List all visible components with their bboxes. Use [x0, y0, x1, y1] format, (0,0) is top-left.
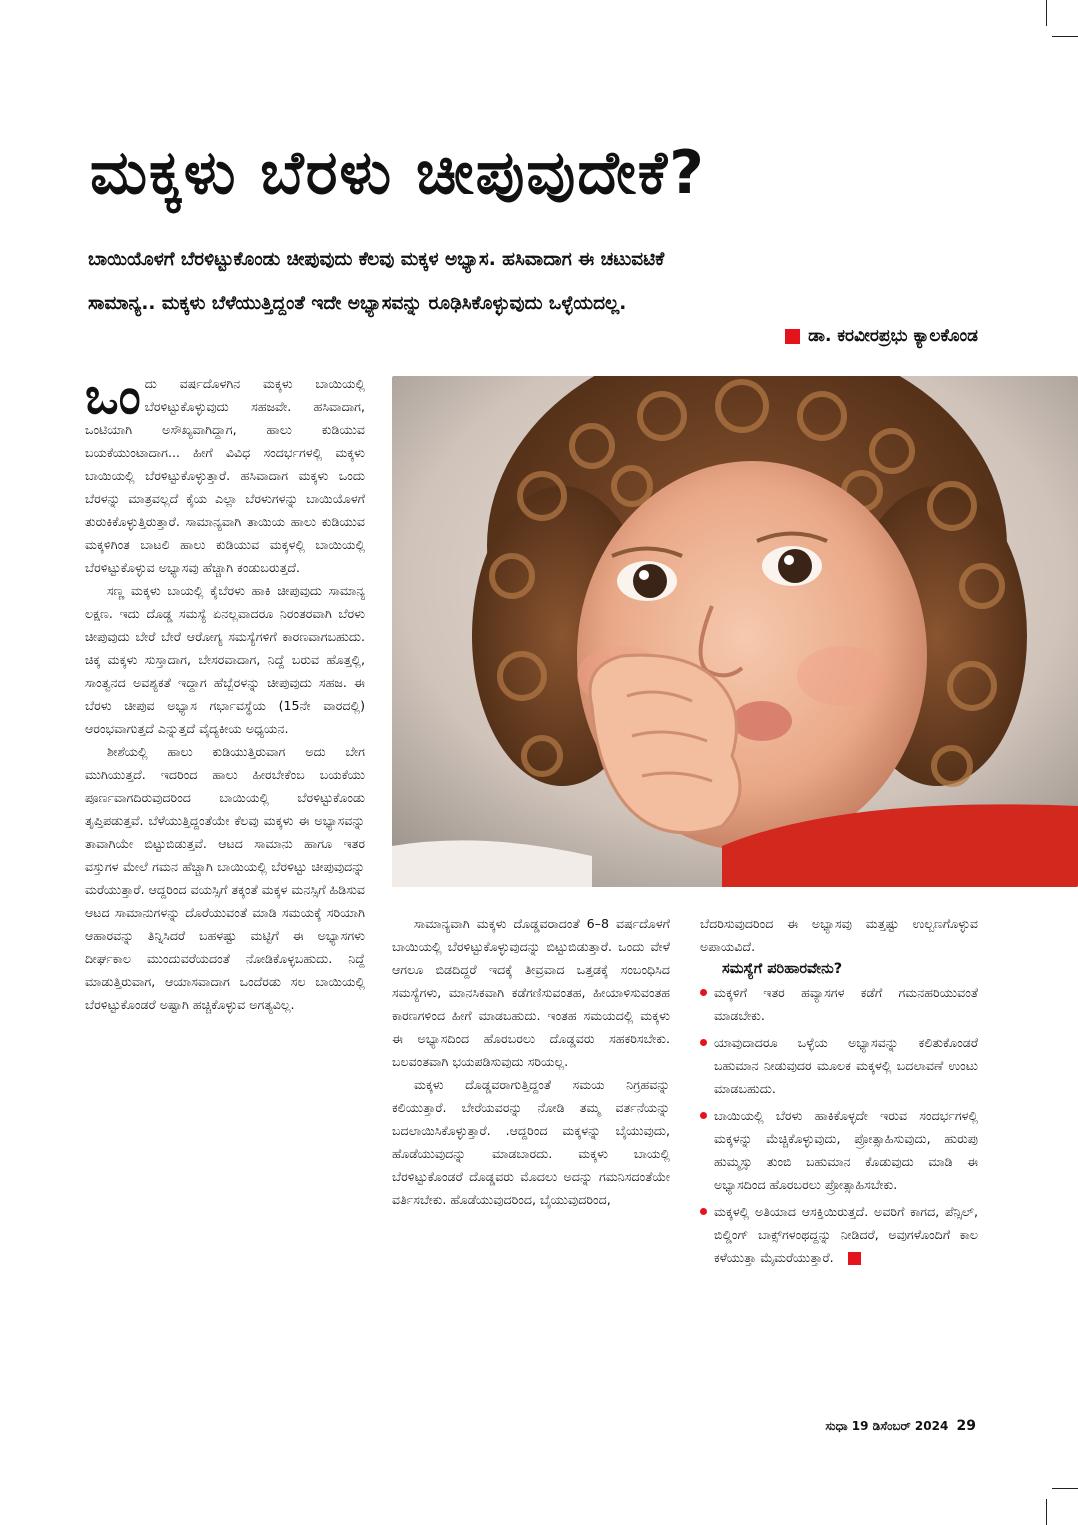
column-2	[392, 912, 670, 1398]
paragraph: ಶೀಶೆಯಲ್ಲಿ ಹಾಲು ಕುಡಿಯುತ್ತಿರುವಾಗ ಅದು ಬೇಗ ಮುಗಿಯುತ್ತದೆ. ಇದರಿಂದ ಹಾಲು ಹೀರಬೇಕೆಂಬ ಬಯಕೆಯು ಪೂರ್ಣವಾಗದಿರುವುದರಿಂದ ಬಾಯಿಯಲ್ಲಿ ಬೆರಳಿಟ್ಟುಕೊಂಡು ತೃಪ್ತಿಪಡುತ್ತವೆ. ಬೆಳೆಯುತ್ತಿದ್ದಂತೆಯೇ ಕೆಲವು ಮಕ್ಕಳು ಈ ಅಭ್ಯಾಸವನ್ನು ತಾವಾಗಿಯೇ ಬಿಟ್ಟುಬಿಡುತ್ತವೆ. ಆಟದ ಸಾಮಾನು ಹಾಗೂ ಇತರ ವಸ್ತುಗಳ ಮೇಲೆ ಗಮನ ಹೆಚ್ಚಾಗಿ ಬಾಯಿಯಲ್ಲಿ ಬೆರಳಿಟ್ಟು ಚೀಪುವುದನ್ನು ಮರೆಯುತ್ತಾರೆ. ಆದ್ದರಿಂದ ವಯಸ್ಸಿಗೆ ತಕ್ಕಂತೆ ಮಕ್ಕಳ ಮನಸ್ಸಿಗೆ ಹಿಡಿಸುವ ಆಟದ ಸಾಮಾನುಗಳನ್ನು ದೊರೆಯುವಂತೆ ಮಾಡಿ ಸಮಯಕ್ಕೆ ಸರಿಯಾಗಿ ಆಹಾರವನ್ನು ತಿನ್ನಿಸಿದರೆ ಬಹಳಷ್ಟು ಮಟ್ಟಿಗೆ ಈ ಅಭ್ಯಾಸಗಳು ದೀರ್ಘಕಾಲ ಮುಂದುವರೆಯದಂತೆ ನೋಡಿಕೊಳ್ಳಬಹುದು. ನಿದ್ದೆ ಮಾಡುತ್ತಿರುವಾಗ, ಆಯಾಸವಾದಾಗ ಒಂದೆರಡು ಸಲ ಬಾಯಿಯಲ್ಲಿ ಬೆರಳಿಟ್ಟುಕೊಂಡರೆ ಅಷ್ಟಾಗಿ ಹಚ್ಚಿಕೊಳ್ಳುವ ಅಗತ್ಯವಿಲ್ಲ.	[85, 744, 365, 1012]
column-3	[700, 912, 978, 1398]
drop-cap: ಒಂ	[85, 372, 141, 425]
red-square-icon	[785, 329, 800, 344]
end-mark-icon	[848, 1252, 861, 1265]
bullet-item: ಮಕ್ಕಳಿಗೆ ಇತರ ಹವ್ಯಾಸಗಳ ಕಡೆಗೆ ಗಮನಹರಿಯುವಂತೆ ಮಾಡಬೇಕು.	[700, 981, 978, 1027]
bullet-item: ಯಾವುದಾದರೂ ಒಳ್ಳೆಯ ಅಭ್ಯಾಸವನ್ನು ಕಲಿತುಕೊಂಡರೆ ಬಹುಮಾನ ನೀಡುವುದರ ಮೂಲಕ ಮಕ್ಕಳಲ್ಲಿ ಬದಲಾವಣೆ ಉಂಟು ಮಾಡಬಹುದು.	[700, 1031, 978, 1100]
issue-date: ಸುಧಾ 19 ಡಿಸೆಂಬರ್ 2024	[825, 1419, 949, 1433]
paragraph: ಮಕ್ಕಳು ದೊಡ್ಡವರಾಗುತ್ತಿದ್ದಂತೆ ಸಮಯ ನಿಗ್ರಹವನ್ನು ಕಲಿಯುತ್ತಾರೆ. ಬೇರೆಯವರನ್ನು ನೋಡಿ ತಮ್ಮ ವರ್ತನೆಯನ್ನು ಬದಲಾಯಿಸಿಕೊಳ್ಳುತ್ತಾರೆ. .ಆದ್ದರಿಂದ ಮಕ್ಕಳನ್ನು ಬೈಯುವುದು, ಹೊಡೆಯುವುದನ್ನು ಮಾಡಬಾರದು. ಮಕ್ಕಳು ಬಾಯಲ್ಲಿ ಬೆರಳಿಟ್ಟುಕೊಂಡರೆ ದೊಡ್ಡವರು ಮೊದಲು ಅದನ್ನು ಗಮನಿಸದಂತೆಯೇ ವರ್ತಿಸಬೇಕು. ಹೊಡೆಯುವುದರಿಂದ, ಬೈಯುವುದರಿಂದ,	[392, 1077, 670, 1207]
bullet-item	[700, 1200, 978, 1269]
paragraph: ಸಣ್ಣ ಮಕ್ಕಳು ಬಾಯಲ್ಲಿ ಕೈಬೆರಳು ಹಾಕಿ ಚೀಪುವುದು ಸಾಮಾನ್ಯ ಲಕ್ಷಣ. ಇದು ದೊಡ್ಡ ಸಮಸ್ಯೆ ಏನಲ್ಲವಾದರೂ ನಿರಂತರವಾಗಿ ಬೆರಳು ಚೀಪುವುದು ಬೇರೆ ಬೇರೆ ಆರೋಗ್ಯ ಸಮಸ್ಯೆಗಳಿಗೆ ಕಾರಣವಾಗಬಹುದು. ಚಿಕ್ಕ ಮಕ್ಕಳು ಸುಸ್ತಾದಾಗ, ಬೇಸರವಾದಾಗ, ನಿದ್ದೆ ಬರುವ ಹೊತ್ತಲ್ಲಿ, ಸಾಂತ್ವನದ ಅವಶ್ಯಕತೆ ಇದ್ದಾಗ ಹೆಬ್ಬೆರಳನ್ನು ಚೀಪುವುದು ಸಹಜ. ಈ ಬೆರಳು ಚೀಪುವ ಅಭ್ಯಾಸ ಗರ್ಭಾವಸ್ಥೆಯ (15ನೇ ವಾರದಲ್ಲಿ) ಆರಂಭವಾಗುತ್ತದೆ ಎನ್ನುತ್ತದೆ ವೈದ್ಯಕೀಯ ಅಧ್ಯಯನ.	[85, 583, 365, 736]
article-lede	[88, 238, 988, 326]
byline	[785, 326, 978, 346]
child-thumb-sucking-photo	[392, 376, 1078, 887]
paragraph-text: ದು ವರ್ಷದೊಳಗಿನ ಮಕ್ಕಳು ಬಾಯಿಯಲ್ಲಿ ಬೆರಳಿಟ್ಟುಕೊಳ್ಳುವುದು ಸಹಜವೇ. ಹಸಿವಾದಾಗ, ಒಂಟಿಯಾಗಿ ಅಸೌಖ್ಯವಾಗಿದ್ದಾಗ, ಹಾಲು ಕುಡಿಯುವ ಬಯಕೆಯುಂಟಾದಾಗ... ಹೀಗೆ ವಿವಿಧ ಸಂದರ್ಭಗಳಲ್ಲಿ ಮಕ್ಕಳು ಬಾಯಿಯಲ್ಲಿ ಬೆರಳಿಟ್ಟುಕೊಳ್ಳುತ್ತಾರೆ. ಹಸಿವಾದಾಗ ಮಕ್ಕಳು ಒಂದು ಬೆರಳನ್ನು ಮಾತ್ರವಲ್ಲದೆ ಕೈಯ ಎಲ್ಲಾ ಬೆರಳುಗಳನ್ನು ಬಾಯಿಯೊಳಗೆ ತುರುಕಿಕೊಳ್ಳುತ್ತಿರುತ್ತಾರೆ. ಸಾಮಾನ್ಯವಾಗಿ ತಾಯಿಯ ಹಾಲು ಕುಡಿಯುವ ಮಕ್ಕಳಿಗಿಂತ ಬಾಟಲಿ ಹಾಲು ಕುಡಿಯುವ ಮಕ್ಕಳಲ್ಲಿ ಬಾಯಿಯಲ್ಲಿ ಬೆರಳಿಟ್ಟುಕೊಳ್ಳುವ ಅಭ್ಯಾಸವು ಹೆಚ್ಚಾಗಿ ಕಂಡುಬರುತ್ತದೆ.	[85, 376, 365, 575]
column-1	[85, 372, 365, 1402]
lede-line: ಸಾಮಾನ್ಯ.. ಮಕ್ಕಳು ಬೆಳೆಯುತ್ತಿದ್ದಂತೆ ಇದೇ ಅಭ್ಯಾಸವನ್ನು ರೂಢಿಸಿಕೊಳ್ಳುವುದು ಒಳ್ಳೆಯದಲ್ಲ.	[88, 293, 627, 314]
author-name: ಡಾ. ಕರವೀರಪ್ರಭು ಕ್ಯಾಲಕೊಂಡ	[808, 326, 978, 346]
paragraph: ಬೆದರಿಸುವುದರಿಂದ ಈ ಅಭ್ಯಾಸವು ಮತ್ತಷ್ಟು ಉಲ್ಬಣಗೊಳ್ಳುವ ಅಪಾಯವಿದೆ.	[700, 916, 978, 954]
bullet-text: ಮಕ್ಕಳಲ್ಲಿ ಅತಿಯಾದ ಆಸಕ್ತಿಯಿರುತ್ತದೆ. ಅವರಿಗೆ ಕಾಗದ, ಪೆನ್ಸಿಲ್, ಬಿಲ್ಡಿಂಗ್ ಬಾಕ್ಸ್‌ಗಳಂಥದ್ದನ್ನು ನೀಡಿದರೆ, ಅವುಗಳೊಂದಿಗೆ ಕಾಲ ಕಳೆಯುತ್ತಾ ಮೈಮರೆಯುತ್ತಾರೆ.	[714, 1204, 978, 1265]
subheading: ಸಮಸ್ಯೆಗೆ ಪರಿಹಾರವೇನು?	[722, 961, 843, 977]
lede-line: ಬಾಯಿಯೊಳಗೆ ಬೆರಳಿಟ್ಟುಕೊಂಡು ಚೀಪುವುದು ಕೆಲವು ಮಕ್ಕಳ ಅಭ್ಯಾಸ. ಹಸಿವಾದಾಗ ಈ ಚಟುವಟಿಕೆ	[88, 249, 665, 270]
article-title: ಮಕ್ಕಳು ಬೆರಳು ಚೀಪುವುದೇಕೆ?	[90, 138, 706, 208]
crop-mark	[1046, 0, 1047, 26]
bullet-item: ಬಾಯಿಯಲ್ಲಿ ಬೆರಳು ಹಾಕಿಕೊಳ್ಳದೇ ಇರುವ ಸಂದರ್ಭಗಳಲ್ಲಿ ಮಕ್ಕಳನ್ನು ಮೆಚ್ಚಿಕೊಳ್ಳುವುದು, ಪ್ರೋತ್ಸಾಹಿಸುವುದು, ಹುರುಪು ಹುಮ್ಮಸ್ಸು ತುಂಬಿ ಬಹುಮಾನ ಕೊಡುವುದು ಮಾಡಿ ಈ ಅಭ್ಯಾಸದಿಂದ ಹೊರಬರಲು ಪ್ರೋತ್ಸಾಹಿಸಬೇಕು.	[700, 1104, 978, 1196]
paragraph: ಸಾಮಾನ್ಯವಾಗಿ ಮಕ್ಕಳು ದೊಡ್ಡವರಾದಂತೆ 6–8 ವರ್ಷದೊಳಗೆ ಬಾಯಿಯಲ್ಲಿ ಬೆರಳಿಟ್ಟುಕೊಳ್ಳುವುದನ್ನು ಬಿಟ್ಟುಬಿಡುತ್ತಾರೆ. ಒಂದು ವೇಳೆ ಆಗಲೂ ಬಿಡದಿದ್ದರೆ ಇದಕ್ಕೆ ತೀವ್ರವಾದ ಒತ್ತಡಕ್ಕೆ ಸಂಬಂಧಿಸಿದ ಸಮಸ್ಯೆಗಳು, ಮಾನಸಿಕವಾಗಿ ಕಡೆಗಣಿಸುವಂತಹ, ಹೀಯಾಳಿಸುವಂತಹ ಕಾರಣಗಳಿಂದ ಹೀಗೆ ಮಾಡಬಹುದು. ಇಂತಹ ಸಮಯದಲ್ಲಿ ಮಕ್ಕಳು ಈ ಅಭ್ಯಾಸದಿಂದ ಹೊರಬರಲು ದೊಡ್ಡವರು ಸಹಕರಿಸಬೇಕು. ಬಲವಂತವಾಗಿ ಭಯಪಡಿಸುವುದು ಸರಿಯಲ್ಲ.	[392, 916, 670, 1069]
paragraph	[85, 372, 365, 579]
crop-mark	[1046, 1499, 1047, 1525]
page-number: 29	[956, 1418, 976, 1434]
crop-mark	[1052, 36, 1078, 37]
crop-mark	[1052, 1488, 1078, 1489]
page-footer	[825, 1418, 976, 1434]
